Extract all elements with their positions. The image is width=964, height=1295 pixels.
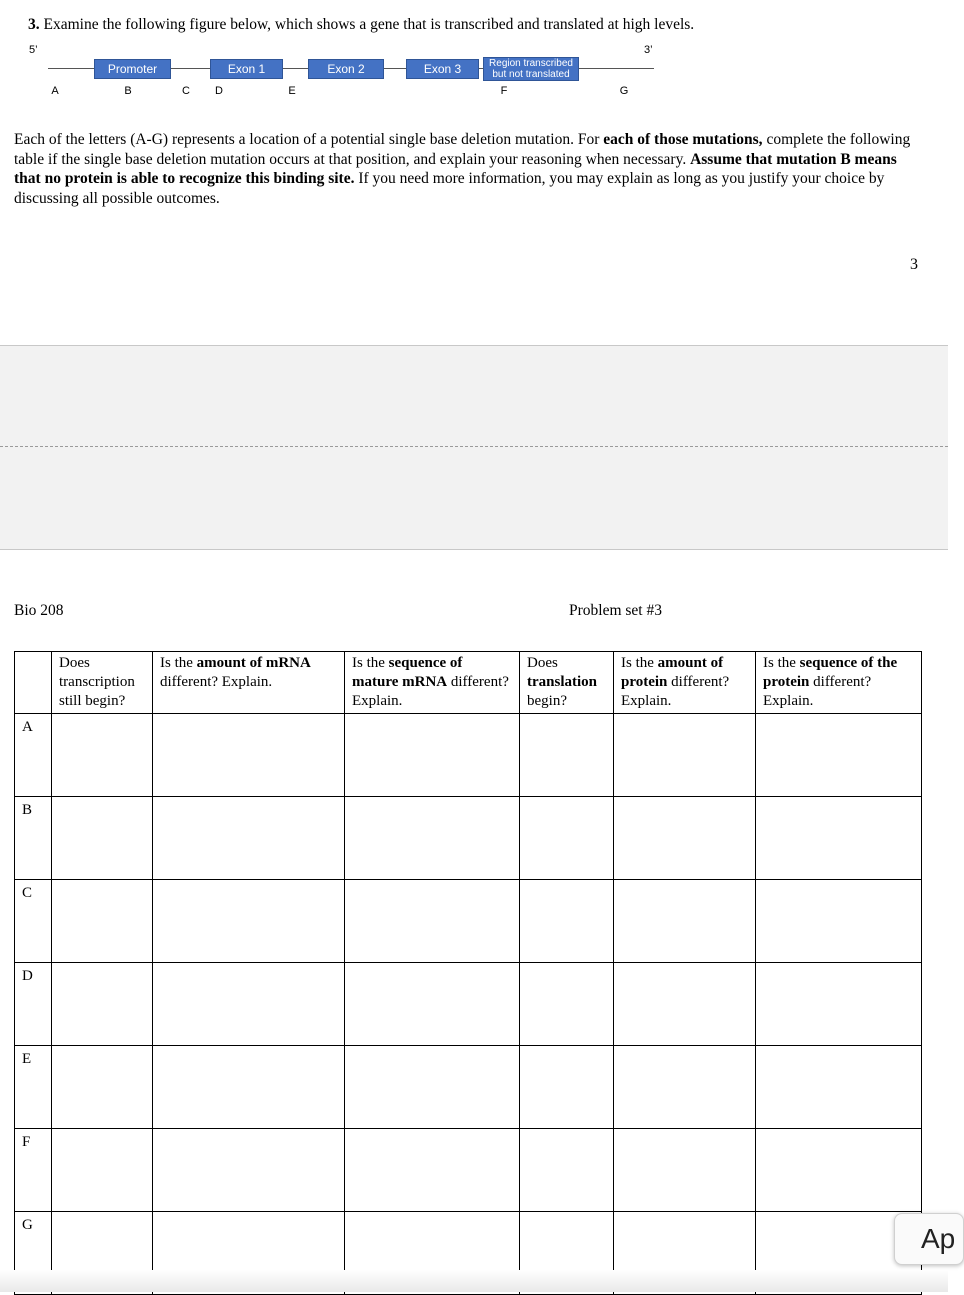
answer-table (14, 651, 922, 1295)
row-label-e: E (15, 1046, 52, 1129)
table-row (15, 880, 922, 963)
row-label-a: A (15, 714, 52, 797)
header-mrna-sequence: Is the sequence of mature mRNA different? Explain. (345, 652, 520, 714)
answer-cell[interactable] (614, 1046, 756, 1129)
answer-cell[interactable] (52, 1129, 153, 1212)
utr-label-line1: Region transcribed (489, 58, 573, 69)
answer-cell[interactable] (345, 714, 520, 797)
answer-cell[interactable] (614, 963, 756, 1046)
question-body: Examine the following figure below, which shows a gene that is transcribed and translated at high levels. (43, 16, 695, 33)
answer-cell[interactable] (52, 963, 153, 1046)
answer-cell[interactable] (153, 1129, 345, 1212)
promoter-label: Promoter (107, 62, 158, 76)
table-row (15, 714, 922, 797)
row-label-c: C (15, 880, 52, 963)
header-protein-sequence: Is the sequence of the protein different? Explain. (756, 652, 922, 714)
exon1-box (210, 59, 283, 79)
instructions-text-3: If you need more information, you may explain as long as you justify your choice by discussing all possible outcomes. (14, 170, 885, 207)
exon3-label: Exon 3 (423, 62, 462, 76)
answer-cell[interactable] (520, 1129, 614, 1212)
position-letter-g: G (619, 85, 629, 97)
answer-cell[interactable] (614, 797, 756, 880)
question-number: 3. (28, 16, 40, 33)
row-label-d: D (15, 963, 52, 1046)
answer-cell[interactable] (52, 797, 153, 880)
table-row (15, 1046, 922, 1129)
question-text (28, 16, 694, 34)
header-corner-cell (15, 652, 52, 714)
floating-app-button-label: Ap (921, 1223, 956, 1254)
row-label-f: F (15, 1129, 52, 1212)
course-header: Bio 208 (14, 602, 64, 619)
answer-cell[interactable] (345, 1129, 520, 1212)
table-row (15, 963, 922, 1046)
position-letter-e: E (288, 85, 296, 97)
answer-cell[interactable] (520, 880, 614, 963)
header-mrna-amount: Is the amount of mRNA different? Explain. (153, 652, 345, 714)
five-prime-label: 5’ (29, 44, 38, 56)
answer-cell[interactable] (614, 1129, 756, 1212)
answer-cell[interactable] (756, 963, 922, 1046)
answer-cell[interactable] (756, 797, 922, 880)
row-label-g: G (15, 1212, 52, 1295)
promoter-box (94, 59, 171, 79)
answer-cell[interactable] (756, 1129, 922, 1212)
exon1-label: Exon 1 (227, 62, 266, 76)
floating-app-button[interactable] (894, 1213, 964, 1265)
answer-cell[interactable] (153, 797, 345, 880)
table-row (15, 797, 922, 880)
answer-table-container (14, 651, 922, 1295)
answer-cell[interactable] (52, 880, 153, 963)
header-protein-amount: Is the amount of protein different? Explain. (614, 652, 756, 714)
answer-cell[interactable] (756, 714, 922, 797)
answer-cell[interactable] (345, 1046, 520, 1129)
instructions-bold-2: Assume that mutation B means that no protein is able to recognize this binding site. (14, 150, 897, 187)
position-letter-c: C (182, 85, 190, 97)
problem-set-header: Problem set #3 (569, 602, 662, 619)
position-letter-f: F (500, 85, 508, 97)
utr-box (483, 57, 579, 81)
answer-cell[interactable] (614, 880, 756, 963)
page-break-dashed-line (0, 446, 948, 447)
table-header-row (15, 652, 922, 714)
answer-cell[interactable] (153, 880, 345, 963)
answer-cell[interactable] (153, 963, 345, 1046)
answer-cell[interactable] (756, 1046, 922, 1129)
answer-cell[interactable] (520, 963, 614, 1046)
header-transcription-begin: Does transcription still begin? (52, 652, 153, 714)
answer-cell[interactable] (345, 797, 520, 880)
answer-cell[interactable] (52, 1046, 153, 1129)
answer-cell[interactable] (756, 880, 922, 963)
three-prime-label: 3’ (644, 44, 653, 56)
answer-cell[interactable] (345, 963, 520, 1046)
position-letter-d: D (215, 85, 223, 97)
answer-cell[interactable] (520, 797, 614, 880)
position-letter-a: A (51, 85, 59, 97)
instructions-text-2: complete the following table if the single base deletion mutation occurs at that position, and explain your reasoning when necessary. (14, 131, 911, 168)
answer-cell[interactable] (520, 1046, 614, 1129)
exon3-box (406, 59, 479, 79)
instructions-bold-1: each of those mutations, (603, 131, 763, 148)
row-label-b: B (15, 797, 52, 880)
answer-cell[interactable] (52, 714, 153, 797)
exon2-box (308, 59, 384, 79)
position-letter-b: B (124, 85, 132, 97)
page-number: 3 (910, 256, 918, 273)
utr-label-line2: but not translated (492, 69, 570, 80)
answer-cell[interactable] (153, 714, 345, 797)
instructions-paragraph (14, 130, 924, 208)
page-break-gap (0, 345, 948, 550)
answer-cell[interactable] (153, 1046, 345, 1129)
table-row (15, 1129, 922, 1212)
answer-cell[interactable] (614, 714, 756, 797)
instructions-text-1: Each of the letters (A-G) represents a location of a potential single base deletion mutation. For (14, 131, 604, 148)
exon2-label: Exon 2 (327, 62, 365, 76)
answer-cell[interactable] (345, 880, 520, 963)
header-translation-begin: Does translation begin? (520, 652, 614, 714)
bottom-scroll-shadow (0, 1270, 948, 1292)
answer-cell[interactable] (520, 714, 614, 797)
